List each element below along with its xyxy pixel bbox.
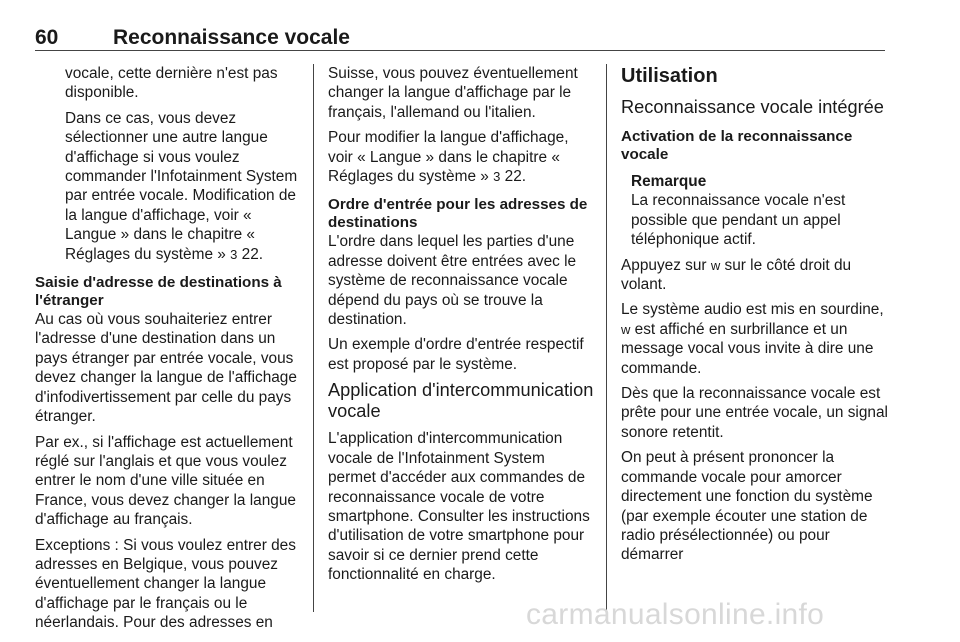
column-1 — [35, 64, 303, 639]
page-header — [35, 26, 885, 50]
note-block — [621, 172, 889, 250]
paragraph-text: est affiché en surbrillance et un message vocal vous invite à dire une commande. — [621, 320, 874, 377]
paragraph-text: Le système audio est mis en sourdine, — [621, 301, 884, 319]
section-heading: Reconnaissance vocale intégrée — [621, 97, 884, 117]
page-reference-icon: 3 — [493, 169, 501, 185]
paragraph — [621, 256, 889, 295]
voice-icon: w — [710, 257, 721, 273]
voice-icon: w — [621, 321, 631, 337]
page-reference: 22. — [241, 245, 264, 263]
page-number: 60 — [35, 26, 59, 49]
subheading: Saisie d'adresse de destinations à l'étranger — [35, 274, 282, 310]
paragraph — [65, 109, 303, 264]
paragraph: Par ex., si l'affichage est actuellement réglé sur l'anglais et que vous voulez entrer le nom d'une ville située en France, vous devez changer la langue d'affichage au français. — [35, 433, 296, 529]
paragraph — [621, 300, 889, 378]
subheading: Ordre d'entrée pour les adresses de destinations — [328, 196, 588, 232]
subheading: Activation de la reconnaissance vocale — [621, 128, 853, 163]
paragraph: Dès que la reconnaissance vocale est prête pour une entrée vocale, un signal sonore retentit. — [621, 385, 888, 441]
chapter-title: Reconnaissance vocale — [113, 26, 350, 49]
column-divider-1 — [313, 64, 314, 612]
note-text: La reconnaissance vocale n'est possible que pendant un appel téléphonique actif. — [631, 192, 846, 249]
watermark: carmanualsonline.info — [526, 598, 825, 631]
paragraph: vocale, cette dernière n'est pas disponible. — [65, 65, 278, 102]
paragraph: Un exemple d'ordre d'entrée respectif est proposé par le système. — [328, 336, 584, 373]
paragraph-text: Dans ce cas, vous devez sélectionner une autre langue d'affichage si vous voulez commander l'Infotainment System par entrée vocale. Modification de la langue d'affichage, voir « Langue » dans le chapitre « Réglages du système » — [65, 109, 298, 263]
paragraph: On peut à présent prononcer la commande vocale pour amorcer directement une fonction du système (par exemple écouter une station de radio présélectionnée) ou pour démarrer — [621, 449, 873, 564]
paragraph: Exceptions : Si vous voulez entrer des adresses en Belgique, vous pouvez éventuellement changer la langue d'affichage par le français ou le néerlandais. Pour des adresses en — [35, 536, 296, 632]
paragraph: L'application d'intercommunication vocale de l'Infotainment System permet d'accéder aux commandes de reconnaissance vocale de votre smartphone. Consulter les instructions d'utilisation de votre smartphone pour savoir si ce dernier prend cette fonctionnalité en charge. — [328, 430, 590, 584]
column-2 — [328, 64, 594, 591]
paragraph: Au cas où vous souhaiteriez entrer l'adresse d'une destination dans un pays étranger par entrée vocale, vous devez changer la langue de l'affichage d'infodivertissement par celle du pays étranger. — [35, 311, 297, 426]
paragraph-text: Appuyez sur — [621, 256, 711, 274]
column-3 — [621, 64, 889, 571]
section-heading: Application d'intercommunication vocale — [328, 380, 594, 422]
paragraph-text: Pour modifier la langue d'affichage, voir « Langue » dans le chapitre « Réglages du système » — [328, 129, 569, 186]
paragraph: L'ordre dans lequel les parties d'une adresse doivent être entrées avec le système de reconnaissance vocale dépend du pays où se trouve la destination. — [328, 233, 577, 329]
column-divider-2 — [606, 64, 607, 612]
section-title: Utilisation — [621, 65, 718, 87]
paragraph-text: sur le côté droit du volant. — [621, 256, 852, 294]
indented-block — [35, 64, 303, 264]
page-reference: 22. — [504, 168, 527, 186]
note-title: Remarque — [631, 173, 707, 190]
paragraph — [328, 128, 594, 186]
paragraph: Suisse, vous pouvez éventuellement changer la langue d'affichage par le français, l'allemand ou l'italien. — [328, 65, 578, 121]
page-reference-icon: 3 — [230, 246, 238, 262]
header-rule — [35, 50, 885, 51]
